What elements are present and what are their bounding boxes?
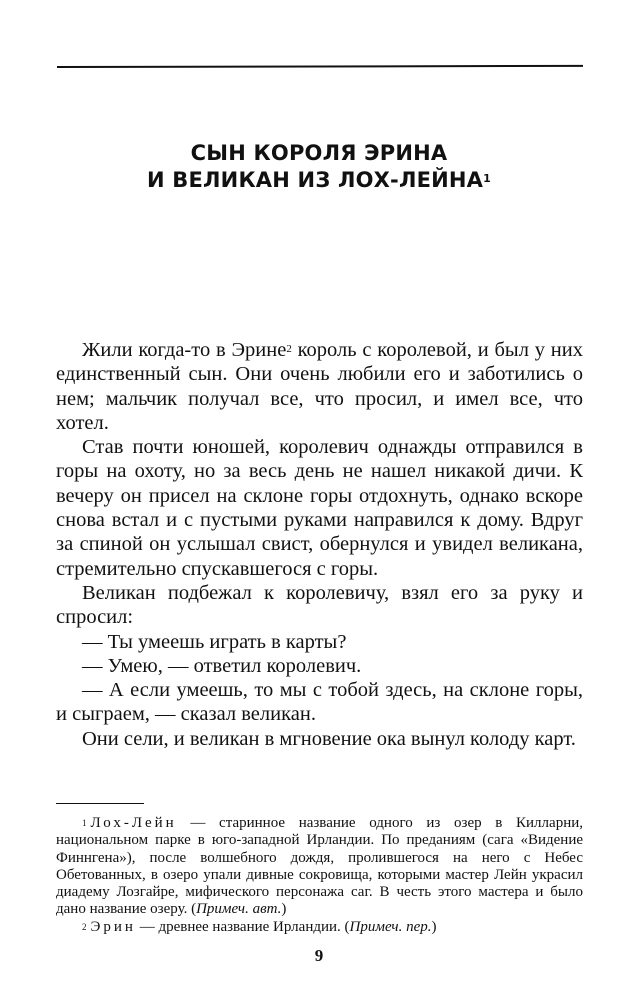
dialogue-line-3: — А если умеешь, то мы с тобой здесь, на склоне горы, и сыграем, — сказал великан.	[56, 679, 583, 726]
paragraph-3: Великан подбежал к королевичу, взял его за руку и спросил:	[56, 581, 583, 629]
paragraph-1	[56, 338, 583, 435]
footnote-1-number: 1	[82, 818, 87, 828]
footnote-2-note: Примеч. пер.	[349, 918, 432, 935]
footnote-separator	[56, 803, 144, 804]
footnote-2	[56, 919, 583, 936]
paragraph-2: Став почти юношей, королевич однажды отправился в горы на охоту, но за весь день не нашел никакой дичи. К вечеру он присел на склоне горы отдохнуть, однако вскоре снова встал и с пустыми руками направился к дому. Вдруг за спиной он услышал свист, обернулся и увидел великана, стремительно спускавшегося с горы.	[56, 436, 583, 580]
paragraph-1-start: Жили когда-то в Эрине	[82, 339, 287, 361]
footnote-ref-1: 1	[483, 172, 491, 185]
footnote-1-note: Примеч. авт.	[196, 901, 282, 918]
footnote-ref-2: 2	[286, 343, 292, 355]
footnote-2-close: )	[431, 918, 437, 935]
footnote-2-text: — древнее название Ирландии. (	[135, 918, 350, 935]
footnotes	[56, 815, 583, 936]
footnote-1	[56, 815, 583, 919]
top-rule	[57, 65, 583, 68]
paragraph-7: Они сели, и великан в мгновение ока вынул колоду карт.	[82, 727, 576, 750]
title-line-1: СЫН КОРОЛЯ ЭРИНА	[190, 141, 448, 165]
footnote-2-number: 2	[82, 921, 87, 932]
chapter-title	[0, 140, 638, 194]
body-text	[56, 338, 583, 751]
footnote-2-term: Эрин	[90, 918, 136, 935]
footnote-1-text: — старинное название одного из озер в Килларни, национальном парке в юго-западной Ирландии. По преданиям (сага «Видение Финнгена»), после волшебного дождя, пролившегося на него с Небес Обетованных, в озеро упали дивные сокровища, которыми мастер Лейн украсил диадему Лозгайре, мифического персонажа саг. В честь этого мастера и было дано название озеру. (	[56, 815, 583, 918]
title-line-2-text: И ВЕЛИКАН ИЗ ЛОХ-ЛЕЙНА	[146, 168, 484, 192]
dialogue-line-2: — Умею, — ответил королевич.	[82, 654, 362, 677]
dialogue-line-1: — Ты умеешь играть в карты?	[82, 630, 347, 653]
paragraph-1-rest: король с королевой, и был у них единственный сын. Они очень любили его и заботились о нем; мальчик получал все, что просил, и имел все, что хотел.	[56, 339, 583, 434]
title-line-2	[0, 167, 638, 194]
footnote-1-term: Лох-Лейн	[90, 815, 177, 831]
footnote-1-close: )	[281, 901, 287, 918]
page-number: 9	[314, 946, 324, 965]
